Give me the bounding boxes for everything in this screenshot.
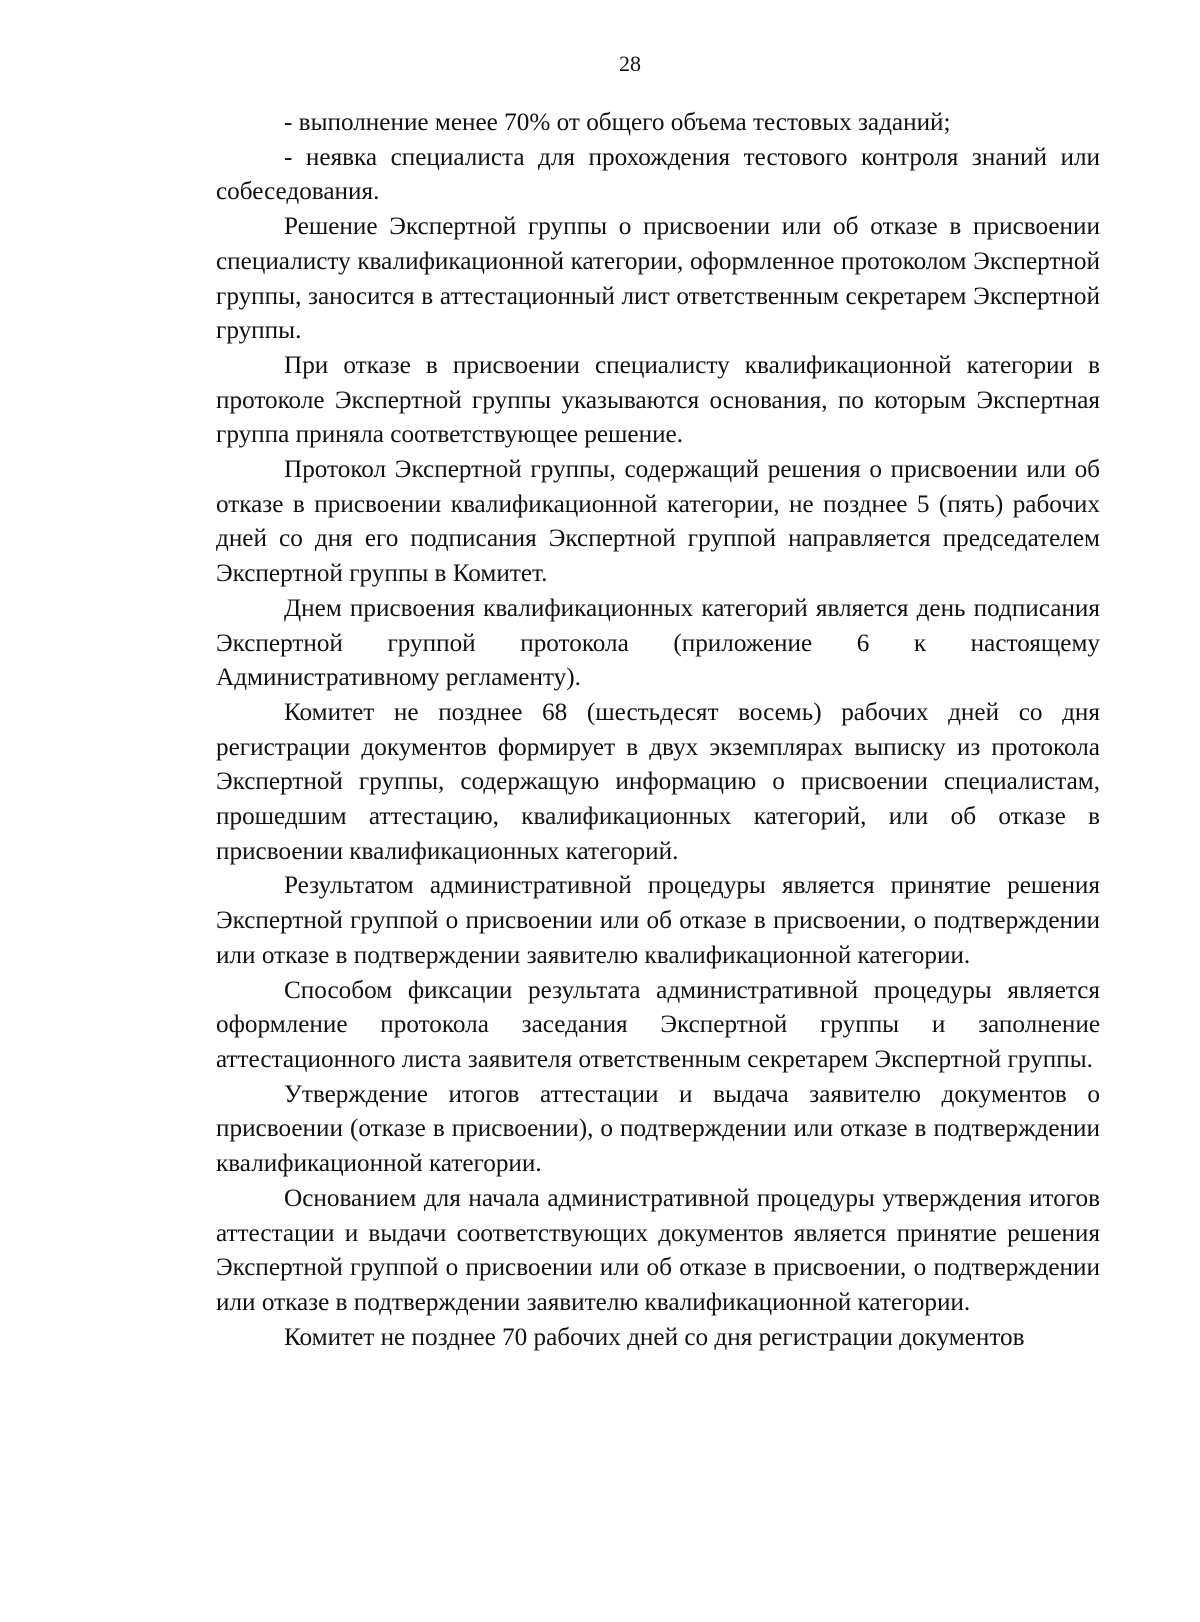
paragraph-decision-entry: Решение Экспертной группы о присвоении или об отказе в присвоении специалисту квалификационной категории, оформленное протоколом Экспертной группы, заносится в аттестационный лист ответственным секретарем Экспертной группы.	[216, 213, 1100, 345]
paragraph-result-recording: Способом фиксации результата административной процедуры является оформление протокола заседания Экспертной группы и заполнение аттестационного листа заявителя ответственным секретарем Экспертной группы.	[216, 976, 1100, 1073]
paragraph-procedure-result: Результатом административной процедуры является принятие решения Экспертной группой о присвоении или об отказе в присвоении, о подтверждении или отказе в подтверждении заявителю квалификационной категории.	[216, 872, 1100, 969]
paragraph-condition-2: - неявка специалиста для прохождения тестового контроля знаний или собеседования.	[216, 143, 1100, 206]
paragraph-procedure-basis: Основанием для начала административной процедуры утверждения итогов аттестации и выдачи соответствующих документов является принятие решения Экспертной группой о присвоении или об отказе в присвоении, о подтверждении или отказе в подтверждении заявителю квалификационной категории.	[216, 1184, 1100, 1316]
paragraph-extract-formation: Комитет не позднее 68 (шестьдесят восемь) рабочих дней со дня регистрации документов формирует в двух экземплярах выписку из протокола Экспертной группы, содержащую информацию о присвоении специалистам, прошедшим аттестацию, квалификационных категорий, или об отказе в присвоении квалификационных категорий.	[216, 698, 1100, 865]
page-number: 28	[619, 51, 641, 76]
paragraph-condition-1: - выполнение менее 70% от общего объема тестовых заданий;	[284, 109, 951, 136]
document-body	[216, 106, 1100, 1355]
paragraph-results-approval: Утверждение итогов аттестации и выдача заявителю документов о присвоении (отказе в присвоении), о подтверждении или отказе в подтверждении квалификационной категории.	[216, 1080, 1100, 1178]
paragraph-committee-deadline: Комитет не позднее 70 рабочих дней со дня регистрации документов	[284, 1323, 1025, 1351]
paragraph-assignment-date: Днем присвоения квалификационных категорий является день подписания Экспертной группой протокола (приложение 6 к настоящему Административному регламенту).	[216, 594, 1100, 692]
paragraph-refusal-grounds: При отказе в присвоении специалисту квалификационной категории в протоколе Экспертной группы указываются основания, по которым Экспертная группа приняла соответствующее решение.	[216, 351, 1100, 449]
paragraph-protocol-submission: Протокол Экспертной группы, содержащий решения о присвоении или об отказе в присвоении квалификационной категории, не позднее 5 (пять) рабочих дней со дня его подписания Экспертной группой направляется председателем Экспертной группы в Комитет.	[216, 456, 1100, 588]
